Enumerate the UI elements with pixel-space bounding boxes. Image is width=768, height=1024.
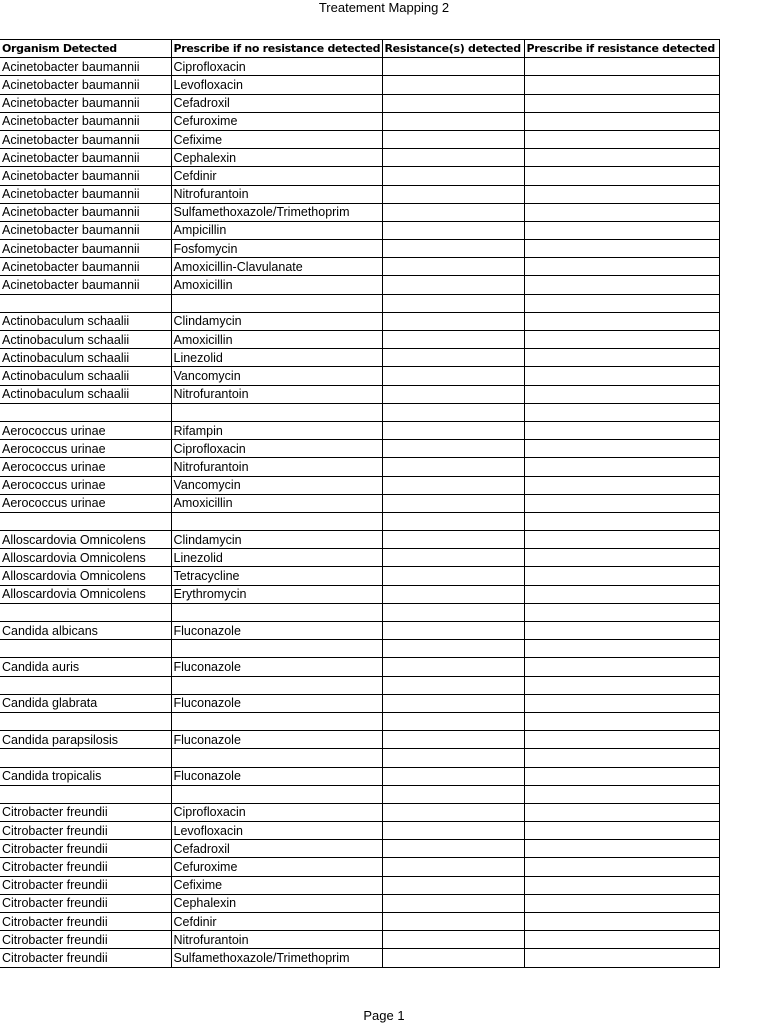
cell-prescribe-no-resistance: Amoxicillin	[171, 276, 382, 294]
cell-prescribe-resistance	[524, 494, 719, 512]
cell-resistance-detected	[382, 658, 524, 676]
cell-prescribe-resistance	[524, 403, 719, 421]
table-row	[0, 840, 719, 858]
cell-resistance-detected	[382, 494, 524, 512]
cell-prescribe-resistance	[524, 258, 719, 276]
cell-prescribe-resistance	[524, 76, 719, 94]
cell-prescribe-resistance	[524, 94, 719, 112]
cell-resistance-detected	[382, 858, 524, 876]
table-row	[0, 494, 719, 512]
cell-prescribe-resistance	[524, 294, 719, 312]
cell-organism	[0, 749, 171, 767]
cell-prescribe-no-resistance: Levofloxacin	[171, 822, 382, 840]
cell-organism: Citrobacter freundii	[0, 894, 171, 912]
cell-prescribe-resistance	[524, 567, 719, 585]
cell-organism: Acinetobacter baumannii	[0, 167, 171, 185]
cell-organism	[0, 294, 171, 312]
cell-resistance-detected	[382, 603, 524, 621]
cell-resistance-detected	[382, 876, 524, 894]
cell-prescribe-resistance	[524, 585, 719, 603]
cell-organism: Aerococcus urinae	[0, 494, 171, 512]
cell-organism: Alloscardovia Omnicolens	[0, 567, 171, 585]
treatment-table	[0, 39, 720, 968]
cell-resistance-detected	[382, 731, 524, 749]
cell-prescribe-no-resistance: Ciprofloxacin	[171, 58, 382, 76]
cell-organism	[0, 512, 171, 530]
table-row	[0, 76, 719, 94]
cell-resistance-detected	[382, 294, 524, 312]
cell-prescribe-resistance	[524, 312, 719, 330]
table-row	[0, 913, 719, 931]
cell-prescribe-resistance	[524, 894, 719, 912]
cell-organism: Acinetobacter baumannii	[0, 276, 171, 294]
cell-organism: Acinetobacter baumannii	[0, 112, 171, 130]
table-row	[0, 58, 719, 76]
cell-prescribe-resistance	[524, 640, 719, 658]
table-body	[0, 58, 719, 967]
cell-organism: Aerococcus urinae	[0, 421, 171, 439]
cell-prescribe-resistance	[524, 731, 719, 749]
cell-prescribe-no-resistance: Linezolid	[171, 549, 382, 567]
cell-organism: Candida tropicalis	[0, 767, 171, 785]
cell-resistance-detected	[382, 894, 524, 912]
cell-resistance-detected	[382, 331, 524, 349]
column-header-prescribe-resistance: Prescribe if resistance detected	[524, 40, 719, 58]
cell-prescribe-resistance	[524, 749, 719, 767]
table-row	[0, 658, 719, 676]
cell-prescribe-resistance	[524, 603, 719, 621]
cell-resistance-detected	[382, 931, 524, 949]
cell-resistance-detected	[382, 76, 524, 94]
cell-organism: Acinetobacter baumannii	[0, 149, 171, 167]
cell-resistance-detected	[382, 94, 524, 112]
cell-prescribe-resistance	[524, 913, 719, 931]
cell-organism: Citrobacter freundii	[0, 876, 171, 894]
cell-organism: Acinetobacter baumannii	[0, 58, 171, 76]
table-row	[0, 949, 719, 967]
cell-prescribe-no-resistance: Cephalexin	[171, 894, 382, 912]
cell-prescribe-no-resistance	[171, 512, 382, 530]
cell-prescribe-resistance	[524, 949, 719, 967]
table-row	[0, 785, 719, 803]
table-row	[0, 731, 719, 749]
table-row	[0, 894, 719, 912]
cell-organism: Alloscardovia Omnicolens	[0, 549, 171, 567]
table-row	[0, 203, 719, 221]
table-row	[0, 476, 719, 494]
cell-resistance-detected	[382, 258, 524, 276]
cell-prescribe-resistance	[524, 349, 719, 367]
cell-resistance-detected	[382, 531, 524, 549]
cell-prescribe-resistance	[524, 858, 719, 876]
table-row	[0, 130, 719, 148]
page-title: Treatement Mapping 2	[318, 0, 450, 15]
table-row	[0, 803, 719, 821]
cell-resistance-detected	[382, 749, 524, 767]
cell-organism: Actinobaculum schaalii	[0, 312, 171, 330]
table-row	[0, 858, 719, 876]
cell-prescribe-resistance	[524, 785, 719, 803]
cell-prescribe-resistance	[524, 549, 719, 567]
cell-organism: Citrobacter freundii	[0, 931, 171, 949]
cell-prescribe-no-resistance: Fluconazole	[171, 731, 382, 749]
cell-organism: Acinetobacter baumannii	[0, 258, 171, 276]
table-row	[0, 294, 719, 312]
cell-prescribe-resistance	[524, 658, 719, 676]
table-row	[0, 331, 719, 349]
cell-resistance-detected	[382, 421, 524, 439]
cell-organism: Citrobacter freundii	[0, 822, 171, 840]
table-row	[0, 276, 719, 294]
cell-organism: Actinobaculum schaalii	[0, 349, 171, 367]
cell-prescribe-no-resistance: Tetracycline	[171, 567, 382, 585]
cell-prescribe-resistance	[524, 240, 719, 258]
cell-resistance-detected	[382, 640, 524, 658]
table-row	[0, 549, 719, 567]
cell-prescribe-resistance	[524, 676, 719, 694]
table-row	[0, 149, 719, 167]
table-row	[0, 94, 719, 112]
cell-organism: Citrobacter freundii	[0, 858, 171, 876]
cell-organism: Aerococcus urinae	[0, 440, 171, 458]
table-row	[0, 694, 719, 712]
cell-organism	[0, 676, 171, 694]
table-row	[0, 749, 719, 767]
cell-prescribe-no-resistance: Fluconazole	[171, 658, 382, 676]
cell-prescribe-resistance	[524, 149, 719, 167]
cell-resistance-detected	[382, 367, 524, 385]
cell-prescribe-no-resistance: Sulfamethoxazole/Trimethoprim	[171, 203, 382, 221]
cell-prescribe-no-resistance: Cefadroxil	[171, 94, 382, 112]
cell-prescribe-no-resistance: Amoxicillin	[171, 494, 382, 512]
cell-resistance-detected	[382, 840, 524, 858]
cell-organism	[0, 712, 171, 730]
cell-prescribe-no-resistance: Rifampin	[171, 421, 382, 439]
cell-prescribe-no-resistance: Cefdinir	[171, 913, 382, 931]
header-row	[0, 40, 719, 58]
cell-organism: Acinetobacter baumannii	[0, 185, 171, 203]
cell-prescribe-no-resistance: Cefixime	[171, 876, 382, 894]
cell-prescribe-no-resistance: Levofloxacin	[171, 76, 382, 94]
cell-prescribe-resistance	[524, 767, 719, 785]
cell-prescribe-no-resistance: Erythromycin	[171, 585, 382, 603]
table-row	[0, 876, 719, 894]
cell-resistance-detected	[382, 185, 524, 203]
cell-organism: Acinetobacter baumannii	[0, 76, 171, 94]
cell-prescribe-resistance	[524, 840, 719, 858]
table-row	[0, 640, 719, 658]
cell-prescribe-resistance	[524, 276, 719, 294]
cell-prescribe-resistance	[524, 531, 719, 549]
cell-prescribe-no-resistance: Clindamycin	[171, 531, 382, 549]
cell-resistance-detected	[382, 403, 524, 421]
table-row	[0, 767, 719, 785]
cell-organism: Candida glabrata	[0, 694, 171, 712]
cell-resistance-detected	[382, 58, 524, 76]
cell-prescribe-no-resistance: Sulfamethoxazole/Trimethoprim	[171, 949, 382, 967]
cell-organism	[0, 403, 171, 421]
table-row	[0, 185, 719, 203]
cell-prescribe-resistance	[524, 331, 719, 349]
cell-prescribe-no-resistance: Fluconazole	[171, 694, 382, 712]
cell-prescribe-no-resistance	[171, 785, 382, 803]
cell-prescribe-no-resistance	[171, 603, 382, 621]
cell-prescribe-resistance	[524, 440, 719, 458]
cell-prescribe-no-resistance: Clindamycin	[171, 312, 382, 330]
cell-resistance-detected	[382, 149, 524, 167]
cell-organism: Acinetobacter baumannii	[0, 203, 171, 221]
column-header-resistance-detected: Resistance(s) detected	[382, 40, 524, 58]
cell-prescribe-resistance	[524, 167, 719, 185]
cell-organism: Aerococcus urinae	[0, 476, 171, 494]
cell-resistance-detected	[382, 458, 524, 476]
cell-resistance-detected	[382, 440, 524, 458]
cell-resistance-detected	[382, 585, 524, 603]
cell-prescribe-no-resistance	[171, 676, 382, 694]
cell-prescribe-resistance	[524, 512, 719, 530]
cell-organism: Citrobacter freundii	[0, 840, 171, 858]
cell-organism	[0, 603, 171, 621]
cell-prescribe-no-resistance	[171, 749, 382, 767]
cell-resistance-detected	[382, 785, 524, 803]
table-row	[0, 349, 719, 367]
cell-organism: Acinetobacter baumannii	[0, 221, 171, 239]
table-row	[0, 221, 719, 239]
cell-resistance-detected	[382, 276, 524, 294]
cell-resistance-detected	[382, 167, 524, 185]
cell-prescribe-resistance	[524, 112, 719, 130]
cell-prescribe-resistance	[524, 458, 719, 476]
cell-prescribe-resistance	[524, 367, 719, 385]
table-row	[0, 367, 719, 385]
table-row	[0, 112, 719, 130]
cell-prescribe-resistance	[524, 221, 719, 239]
cell-prescribe-resistance	[524, 476, 719, 494]
cell-organism: Aerococcus urinae	[0, 458, 171, 476]
table-row	[0, 258, 719, 276]
cell-prescribe-no-resistance: Nitrofurantoin	[171, 931, 382, 949]
cell-prescribe-no-resistance: Ciprofloxacin	[171, 803, 382, 821]
cell-resistance-detected	[382, 803, 524, 821]
table-row	[0, 403, 719, 421]
cell-resistance-detected	[382, 822, 524, 840]
cell-resistance-detected	[382, 221, 524, 239]
cell-prescribe-resistance	[524, 385, 719, 403]
table-row	[0, 240, 719, 258]
cell-prescribe-resistance	[524, 712, 719, 730]
table-row	[0, 712, 719, 730]
cell-prescribe-no-resistance: Cefixime	[171, 130, 382, 148]
cell-organism	[0, 640, 171, 658]
cell-organism: Acinetobacter baumannii	[0, 240, 171, 258]
cell-prescribe-no-resistance: Fluconazole	[171, 622, 382, 640]
cell-organism: Actinobaculum schaalii	[0, 367, 171, 385]
cell-resistance-detected	[382, 349, 524, 367]
cell-prescribe-no-resistance: Amoxicillin	[171, 331, 382, 349]
table-row	[0, 585, 719, 603]
cell-prescribe-no-resistance: Fosfomycin	[171, 240, 382, 258]
table-header	[0, 40, 719, 58]
cell-prescribe-resistance	[524, 130, 719, 148]
cell-prescribe-no-resistance: Cefuroxime	[171, 112, 382, 130]
cell-prescribe-no-resistance	[171, 712, 382, 730]
cell-prescribe-no-resistance: Ciprofloxacin	[171, 440, 382, 458]
cell-resistance-detected	[382, 112, 524, 130]
cell-organism: Actinobaculum schaalii	[0, 385, 171, 403]
cell-prescribe-resistance	[524, 931, 719, 949]
cell-organism: Acinetobacter baumannii	[0, 130, 171, 148]
cell-prescribe-no-resistance: Cefdinir	[171, 167, 382, 185]
cell-prescribe-no-resistance: Linezolid	[171, 349, 382, 367]
table-row	[0, 822, 719, 840]
cell-resistance-detected	[382, 767, 524, 785]
cell-resistance-detected	[382, 567, 524, 585]
cell-organism: Candida albicans	[0, 622, 171, 640]
table-row	[0, 531, 719, 549]
cell-prescribe-no-resistance	[171, 403, 382, 421]
table-row	[0, 603, 719, 621]
cell-resistance-detected	[382, 130, 524, 148]
table-row	[0, 312, 719, 330]
cell-resistance-detected	[382, 676, 524, 694]
cell-organism	[0, 785, 171, 803]
table-row	[0, 567, 719, 585]
cell-resistance-detected	[382, 913, 524, 931]
table-row	[0, 167, 719, 185]
cell-prescribe-no-resistance: Ampicillin	[171, 221, 382, 239]
cell-prescribe-no-resistance: Vancomycin	[171, 367, 382, 385]
cell-resistance-detected	[382, 240, 524, 258]
cell-prescribe-resistance	[524, 185, 719, 203]
cell-organism: Citrobacter freundii	[0, 913, 171, 931]
cell-organism: Candida parapsilosis	[0, 731, 171, 749]
cell-resistance-detected	[382, 312, 524, 330]
cell-prescribe-no-resistance: Nitrofurantoin	[171, 385, 382, 403]
cell-organism: Citrobacter freundii	[0, 949, 171, 967]
cell-prescribe-resistance	[524, 203, 719, 221]
cell-prescribe-resistance	[524, 622, 719, 640]
cell-organism: Alloscardovia Omnicolens	[0, 531, 171, 549]
cell-organism: Candida auris	[0, 658, 171, 676]
cell-resistance-detected	[382, 712, 524, 730]
cell-organism: Alloscardovia Omnicolens	[0, 585, 171, 603]
table-row	[0, 676, 719, 694]
cell-prescribe-no-resistance: Nitrofurantoin	[171, 458, 382, 476]
cell-prescribe-resistance	[524, 822, 719, 840]
page-number: Page 1	[363, 1008, 405, 1023]
cell-prescribe-no-resistance: Cefuroxime	[171, 858, 382, 876]
table-row	[0, 385, 719, 403]
cell-prescribe-no-resistance: Vancomycin	[171, 476, 382, 494]
cell-resistance-detected	[382, 203, 524, 221]
cell-prescribe-no-resistance	[171, 294, 382, 312]
cell-prescribe-no-resistance: Fluconazole	[171, 767, 382, 785]
cell-resistance-detected	[382, 949, 524, 967]
column-header-organism: Organism Detected	[0, 40, 171, 58]
column-header-prescribe-no-resistance: Prescribe if no resistance detected	[171, 40, 382, 58]
cell-prescribe-resistance	[524, 876, 719, 894]
cell-prescribe-resistance	[524, 58, 719, 76]
cell-resistance-detected	[382, 549, 524, 567]
cell-resistance-detected	[382, 476, 524, 494]
cell-organism: Actinobaculum schaalii	[0, 331, 171, 349]
table-row	[0, 622, 719, 640]
cell-organism: Citrobacter freundii	[0, 803, 171, 821]
table-row	[0, 440, 719, 458]
cell-organism: Acinetobacter baumannii	[0, 94, 171, 112]
cell-prescribe-no-resistance: Amoxicillin-Clavulanate	[171, 258, 382, 276]
cell-resistance-detected	[382, 512, 524, 530]
cell-resistance-detected	[382, 385, 524, 403]
cell-prescribe-no-resistance: Nitrofurantoin	[171, 185, 382, 203]
cell-prescribe-resistance	[524, 803, 719, 821]
table-row	[0, 421, 719, 439]
cell-prescribe-resistance	[524, 694, 719, 712]
cell-resistance-detected	[382, 694, 524, 712]
table-row	[0, 458, 719, 476]
cell-prescribe-no-resistance: Cefadroxil	[171, 840, 382, 858]
cell-prescribe-resistance	[524, 421, 719, 439]
table-row	[0, 512, 719, 530]
cell-resistance-detected	[382, 622, 524, 640]
table-row	[0, 931, 719, 949]
cell-prescribe-no-resistance: Cephalexin	[171, 149, 382, 167]
cell-prescribe-no-resistance	[171, 640, 382, 658]
